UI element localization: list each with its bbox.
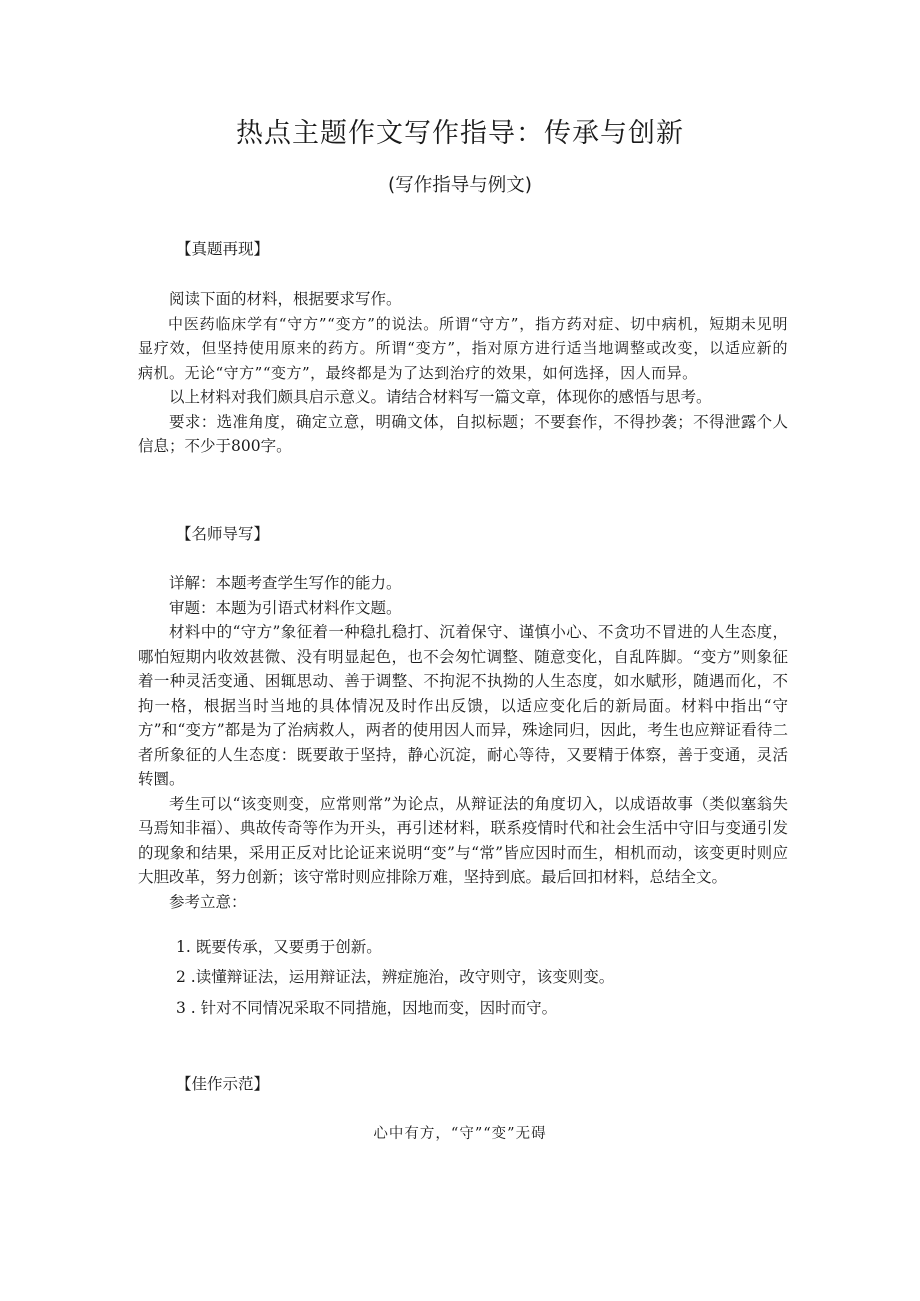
paragraph: 阅读下面的材料，根据要求写作。 [169, 290, 402, 308]
page-title: 热点主题作文写作指导：传承与创新 [236, 118, 684, 149]
paragraph: 审题：本题为引语式材料作文题。 [169, 598, 402, 617]
list-item: 2 .读懂辩证法，运用辩证法，辨症施治，改守则守，该变则变。 [176, 968, 615, 986]
page-subtitle: (写作指导与例文) [388, 175, 532, 196]
list-item: 1. 既要传承，又要勇于创新。 [176, 938, 382, 956]
paragraph: 参考立意： [169, 892, 247, 911]
requirement-paragraph: 要求：选准角度，确定立意，明确文体，自拟标题；不要套作，不得抄袭；不得泄露个人信息；不少于800字。 [138, 412, 788, 455]
section-heading-teacher-guide: 【名师导写】 [176, 525, 270, 543]
analysis-paragraph: 材料中的“守方”象征着一种稳扎稳打、沉着保守、谨慎小心、不贪功不冒进的人生态度，哪怕短期内收效甚微、没有明显起色，也不会匆忙调整、随意变化，自乱阵脚。“变方”则象征着一种灵活变通、困辄思动、善于调整、不拘泥不执拗的人生态度，如水赋形，随遇而化，不拘一格，根据当时当地的具体情况及时作出反馈，以适应变化后的新局面。材料中指出“守方”和“变方”都是为了治病救人，两者的使用因人而异，殊途同归，因此，考生也应辩证看待二者所象征的人生态度：既要敢于坚持，静心沉淀，耐心等待，又要精于体察，善于变通，灵活转圜。 [138, 623, 788, 788]
paragraph: 以上材料对我们颇具启示意义。请结合材料写一篇文章，体现你的感悟与思考。 [169, 388, 712, 406]
paragraph: 详解：本题考查学生写作的能力。 [169, 574, 402, 592]
list-item: 3 . 针对不同情况采取不同措施，因地而变，因时而守。 [176, 999, 558, 1017]
essay-title: 心中有方，“守”“变”无碍 [373, 1126, 547, 1142]
section-heading-real-question: 【真题再现】 [176, 240, 270, 258]
material-paragraph: 中医药临床学有“守方”“变方”的说法。所谓“守方”，指方药对症、切中病机，短期未见明显疗效，但坚持使用原来的药方。所谓“变方”，指对原方进行适当地调整或改变，以适应新的病机。无论“守方”“变方”，最终都是为了达到治疗的效果，如何选择，因人而异。 [138, 314, 788, 382]
teacher-guide-block [138, 571, 788, 914]
real-question-block [138, 287, 788, 459]
approach-paragraph: 考生可以“该变则变，应常则常”为论点，从辩证法的角度切入，以成语故事（类似塞翁失马焉知非福）、典故传奇等作为开头，再引述材料，联系疫情时代和社会生活中守旧与变通引发的现象和结果，采用正反对比论证来说明“变”与“常”皆应因时而生，相机而动，该变更时则应大胆改革，努力创新；该守常时则应排除万难，坚持到底。最后回扣材料，总结全文。 [138, 794, 788, 886]
section-heading-model-essay: 【佳作示范】 [176, 1075, 270, 1093]
